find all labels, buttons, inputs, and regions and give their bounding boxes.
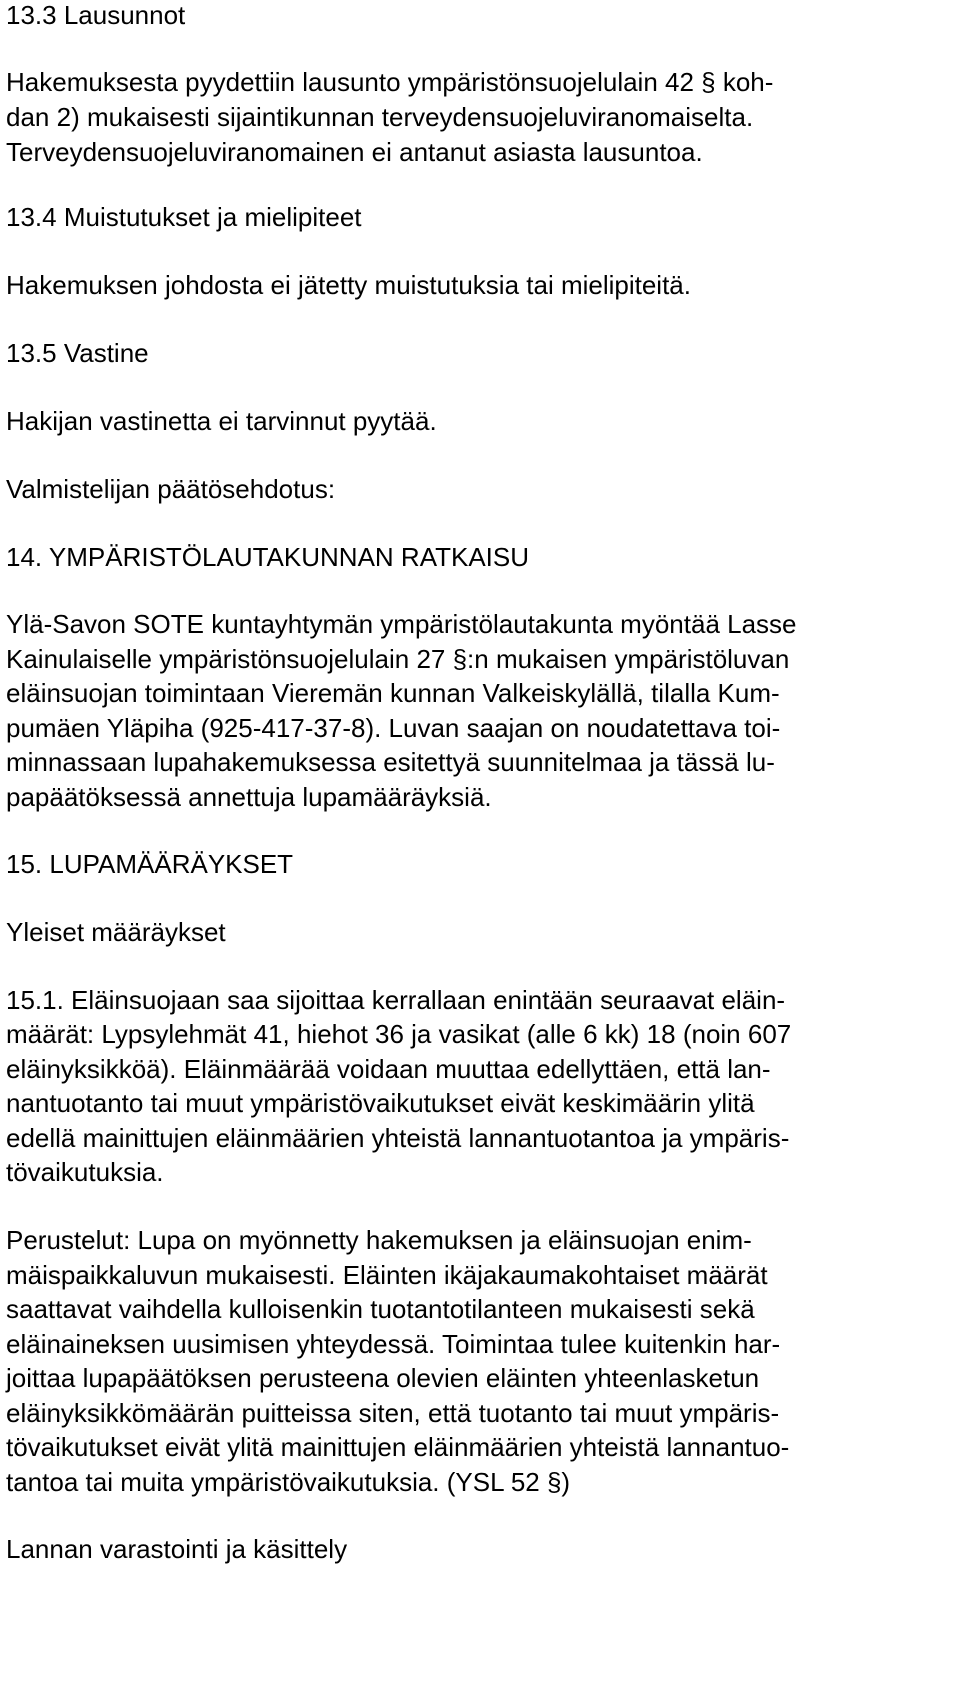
subheading-manure-storage: Lannan varastointi ja käsittely <box>6 1534 348 1564</box>
section-heading-13-5: 13.5 Vastine <box>6 338 149 368</box>
paragraph-line: Terveydensuojeluviranomainen ei antanut asiasta lausuntoa. <box>6 137 703 167</box>
paragraph-line: joittaa lupapäätöksen perusteena olevien eläinten yhteenlasketun <box>6 1363 760 1393</box>
section-heading-14: 14. YMPÄRISTÖLAUTAKUNNAN RATKAISU <box>6 542 530 572</box>
paragraph-line: 15.1. Eläinsuojaan saa sijoittaa kerrallaan enintään seuraavat eläin- <box>6 985 786 1015</box>
paragraph-line: tövaikutukset eivät ylitä mainittujen eläinmäärien yhteistä lannantuo- <box>6 1432 790 1462</box>
paragraph-line: tövaikutuksia. <box>6 1157 164 1187</box>
paragraph-line: edellä mainittujen eläinmäärien yhteistä lannantuotantoa ja ympäris- <box>6 1123 790 1153</box>
paragraph-line: saattavat vaihdella kulloisenkin tuotantotilanteen mukaisesti sekä <box>6 1294 755 1324</box>
paragraph-line: eläinyksikköä). Eläinmäärää voidaan muuttaa edellyttäen, että lan- <box>6 1054 771 1084</box>
paragraph-line: mäispaikkaluvun mukaisesti. Eläinten ikäjakaumakohtaiset määrät <box>6 1260 768 1290</box>
paragraph-line: eläinsuojan toimintaan Vieremän kunnan Valkeiskylällä, tilalla Kum- <box>6 678 780 708</box>
paragraph-line: Ylä-Savon SOTE kuntayhtymän ympäristölautakunta myöntää Lasse <box>6 609 797 639</box>
paragraph-line: Perustelut: Lupa on myönnetty hakemuksen ja eläinsuojan enim- <box>6 1225 752 1255</box>
subheading-general-provisions: Yleiset määräykset <box>6 917 226 947</box>
section-heading-13-3: 13.3 Lausunnot <box>6 0 186 30</box>
paragraph-line: eläinaineksen uusimisen yhteydessä. Toimintaa tulee kuitenkin har- <box>6 1329 781 1359</box>
paragraph-line: Kainulaiselle ympäristönsuojelulain 27 §:n mukaisen ympäristöluvan <box>6 644 790 674</box>
paragraph-line: eläinyksikkömäärän puitteissa siten, että tuotanto tai muut ympäris- <box>6 1398 780 1428</box>
paragraph-line: papäätöksessä annettuja lupamääräyksiä. <box>6 782 492 812</box>
section-heading-15: 15. LUPAMÄÄRÄYKSET <box>6 849 294 879</box>
paragraph-line: Hakemuksen johdosta ei jätetty muistutuksia tai mielipiteitä. <box>6 270 691 300</box>
paragraph-line: tantoa tai muita ympäristövaikutuksia. (YSL 52 §) <box>6 1467 571 1497</box>
paragraph-line: Hakijan vastinetta ei tarvinnut pyytää. <box>6 406 437 436</box>
paragraph-line: Hakemuksesta pyydettiin lausunto ympäristönsuojelulain 42 § koh- <box>6 67 774 97</box>
preparer-proposal-label: Valmistelijan päätösehdotus: <box>6 474 336 504</box>
section-heading-13-4: 13.4 Muistutukset ja mielipiteet <box>6 202 362 232</box>
paragraph-line: määrät: Lypsylehmät 41, hiehot 36 ja vasikat (alle 6 kk) 18 (noin 607 <box>6 1019 792 1049</box>
paragraph-line: pumäen Yläpiha (925-417-37-8). Luvan saajan on noudatettava toi- <box>6 713 781 743</box>
paragraph-line: nantuotanto tai muut ympäristövaikutukset eivät keskimäärin ylitä <box>6 1088 755 1118</box>
paragraph-line: dan 2) mukaisesti sijaintikunnan terveydensuojeluviranomaiselta. <box>6 102 754 132</box>
paragraph-line: minnassaan lupahakemuksessa esitettyä suunnitelmaa ja tässä lu- <box>6 747 775 777</box>
